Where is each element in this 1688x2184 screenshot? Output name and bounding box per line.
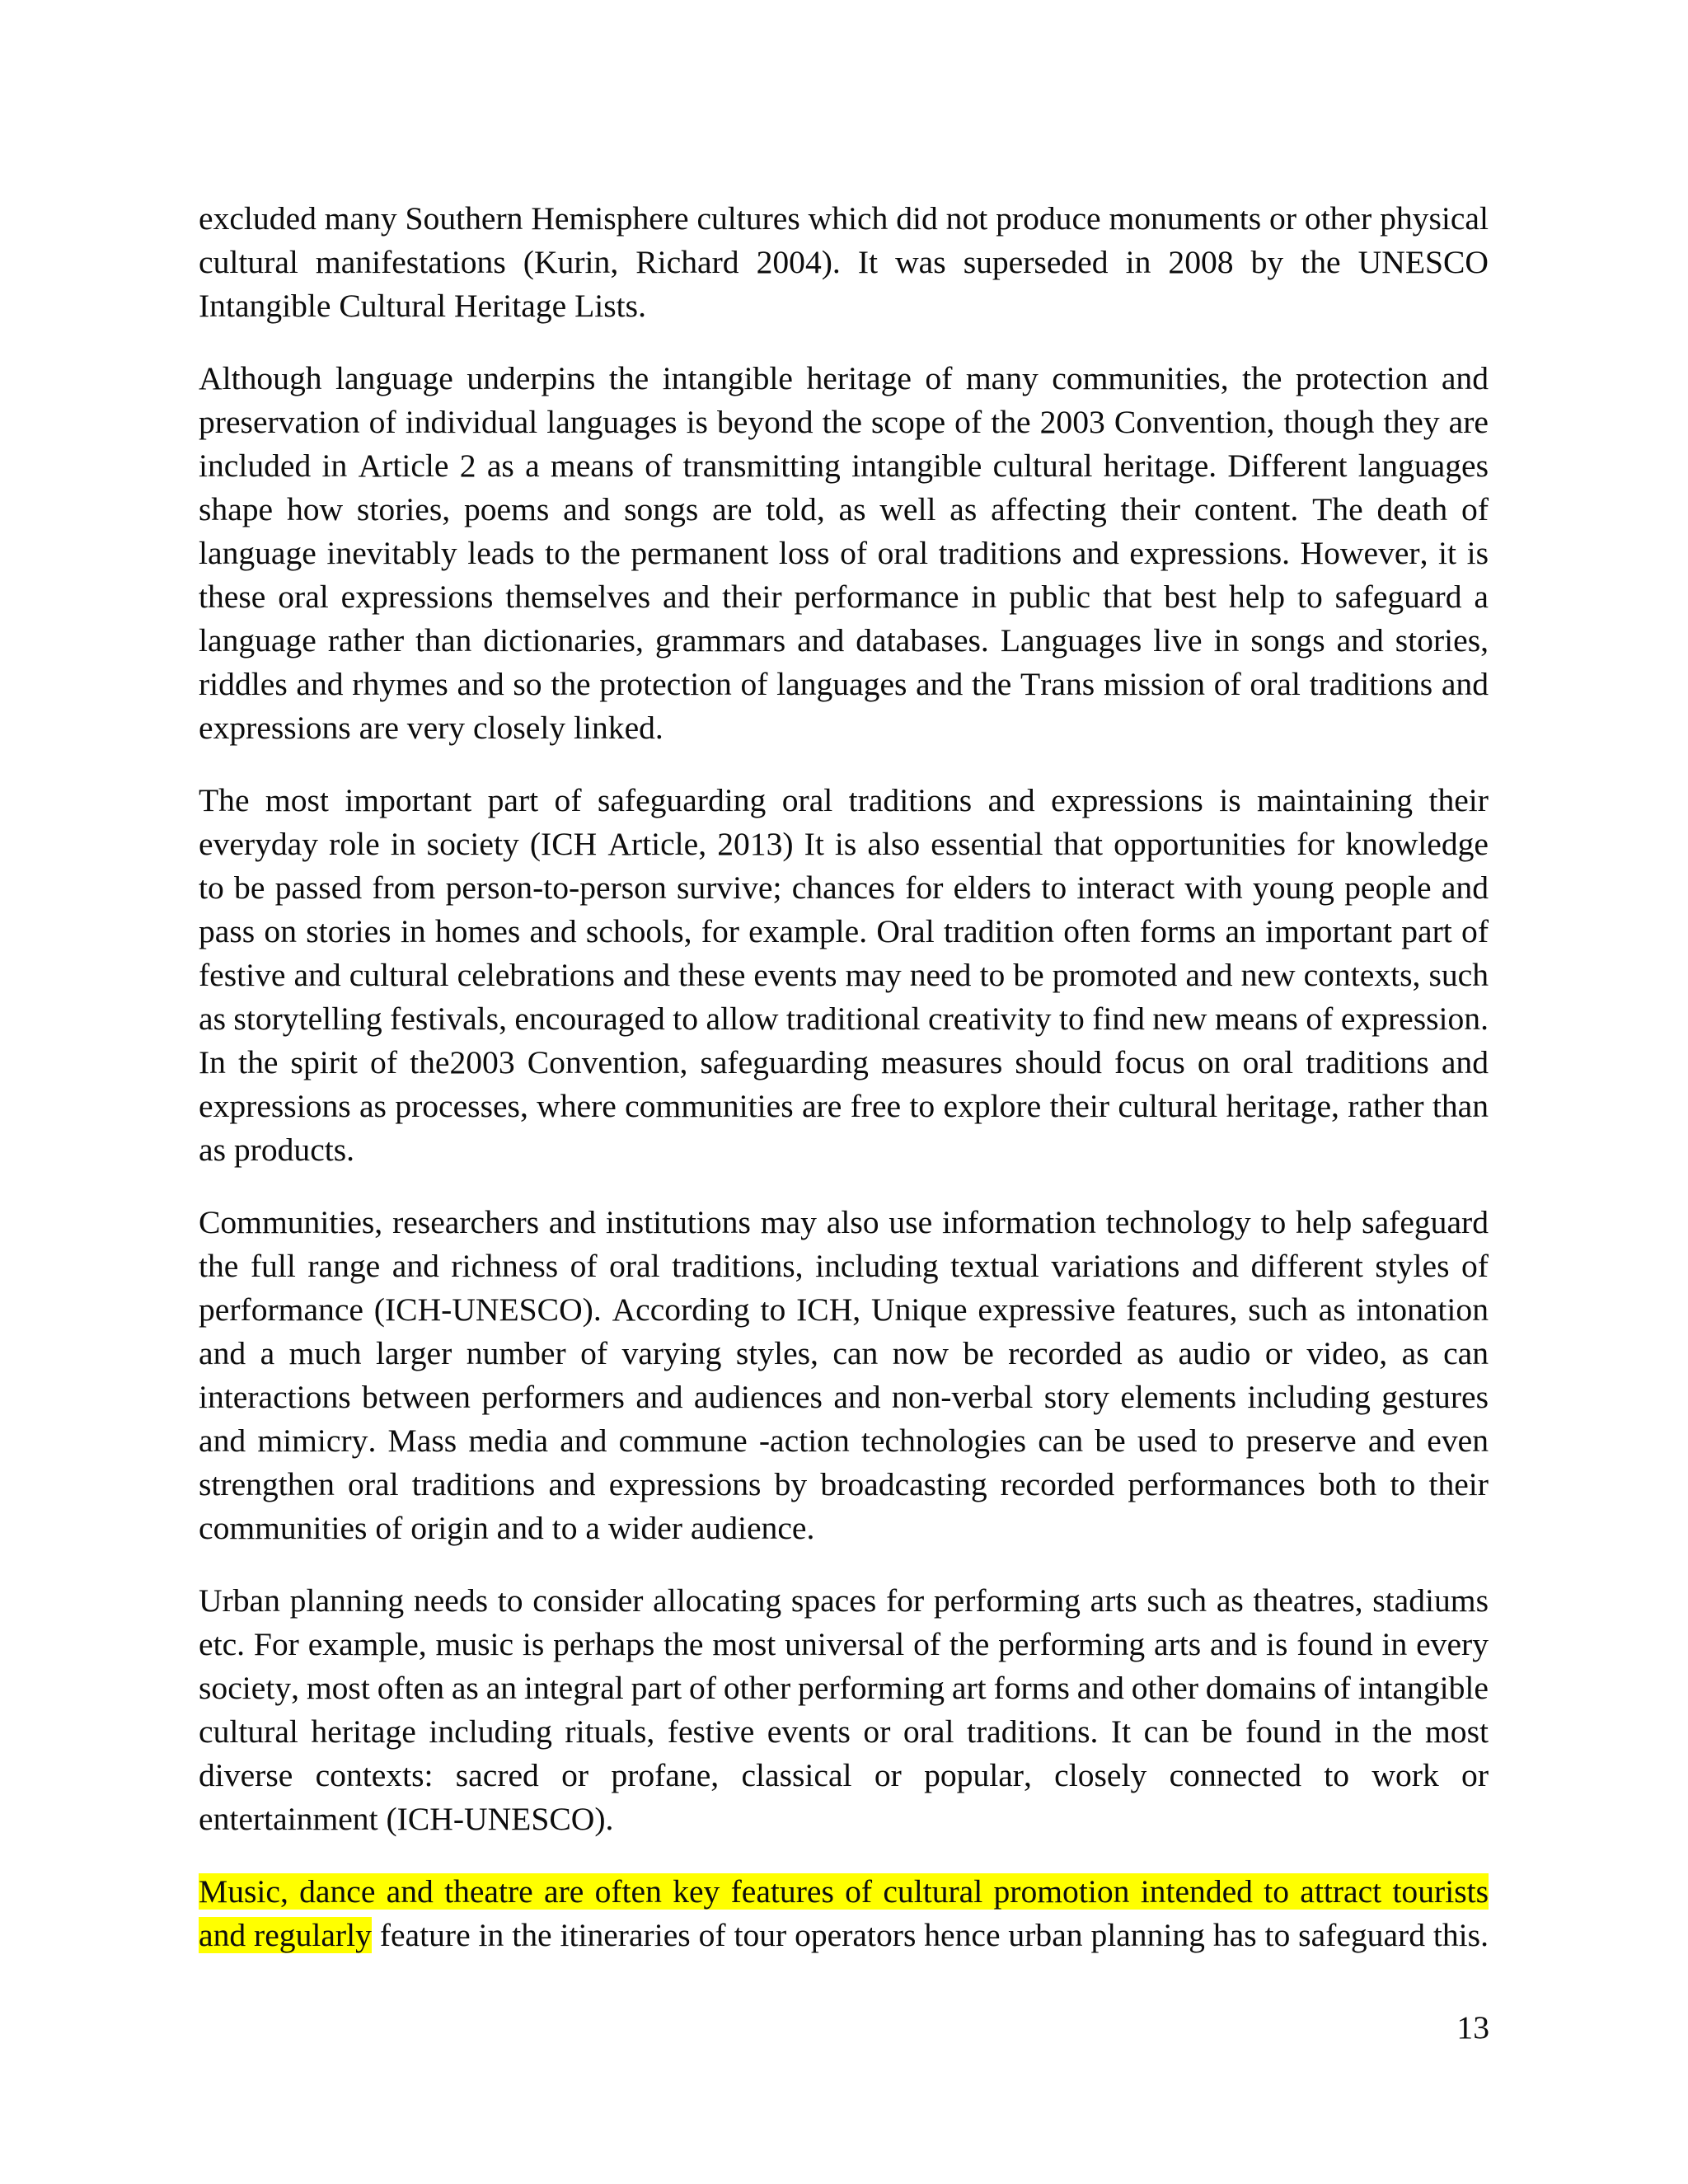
text-line — [199, 1623, 1489, 1666]
line-text: The most important part of safeguarding oral traditions and expressions is maintaining their — [199, 781, 1489, 818]
line-text: interactions between performers and audiences and non-verbal story elements including gestures — [199, 1378, 1489, 1415]
text-line — [199, 488, 1489, 532]
line-text: language inevitably leads to the permanent loss of oral traditions and expressions. However, it is — [199, 534, 1489, 571]
line-text: In the spirit of the2003 Convention, safeguarding measures should focus on oral traditions and — [199, 1043, 1489, 1080]
text-line — [199, 997, 1489, 1041]
line-text: society, most often as an integral part of other performing art forms and other domains of intangible — [199, 1669, 1489, 1706]
line-text: shape how stories, poems and songs are told, as well as affecting their content. The death of — [199, 490, 1489, 527]
text-line — [199, 1041, 1489, 1085]
highlighted-paragraph — [199, 1870, 1489, 1957]
text-line — [199, 1870, 1489, 1914]
line-text: etc. For example, music is perhaps the most universal of the performing arts and is found in every — [199, 1625, 1489, 1662]
text-line — [199, 1797, 1489, 1841]
text-line — [199, 1754, 1489, 1797]
text-line — [199, 357, 1489, 401]
page-number: 13 — [1456, 2009, 1489, 2046]
text-line — [199, 1376, 1489, 1419]
line-text: performance (ICH-UNESCO). According to ICH, Unique expressive features, such as intonation — [199, 1291, 1489, 1328]
line-text: Urban planning needs to consider allocating spaces for performing arts such as theatres, stadiums — [199, 1582, 1489, 1619]
line-text — [199, 1873, 1489, 1910]
text-line — [199, 1419, 1489, 1463]
paragraph — [199, 357, 1489, 750]
line-text: to be passed from person-to-person survive; chances for elders to interact with young people and — [199, 869, 1489, 906]
paragraph — [199, 1579, 1489, 1841]
line-text: and mimicry. Mass media and commune -action technologies can be used to preserve and even — [199, 1422, 1489, 1459]
line-text: cultural manifestations (Kurin, Richard 2004). It was superseded in 2008 by the UNESCO — [199, 244, 1489, 281]
text-line — [199, 1507, 1489, 1550]
line-text: excluded many Southern Hemisphere cultures which did not produce monuments or other physical — [199, 200, 1489, 237]
text-line — [199, 823, 1489, 866]
paragraph — [199, 1201, 1489, 1550]
paragraph — [199, 779, 1489, 1172]
line-text: entertainment (ICH-UNESCO). — [199, 1800, 614, 1837]
text-line — [199, 619, 1489, 663]
highlighted-text: Music, dance and theatre are often key features of cultural promotion intended to attract tourists — [199, 1872, 1489, 1910]
paragraph — [199, 197, 1489, 328]
line-text: the full range and richness of oral traditions, including textual variations and different styles of — [199, 1247, 1489, 1284]
line-text: and a much larger number of varying styles, can now be recorded as audio or video, as can — [199, 1334, 1489, 1371]
text-line — [199, 1244, 1489, 1288]
text-line — [199, 1579, 1489, 1623]
line-text: diverse contexts: sacred or profane, classical or popular, closely connected to work or — [199, 1756, 1489, 1793]
line-text: communities of origin and to a wider audience. — [199, 1509, 815, 1546]
text-line — [199, 910, 1489, 954]
text-line — [199, 866, 1489, 910]
text-line — [199, 1666, 1489, 1710]
line-text: pass on stories in homes and schools, for example. Oral tradition often forms an important part of — [199, 912, 1489, 949]
text-line — [199, 197, 1489, 241]
text-line — [199, 1201, 1489, 1244]
text-line — [199, 1128, 1489, 1172]
text-line — [199, 954, 1489, 997]
text-line — [199, 532, 1489, 575]
line-text: language rather than dictionaries, grammars and databases. Languages live in songs and stories, — [199, 621, 1489, 658]
text-line — [199, 779, 1489, 823]
line-text: as products. — [199, 1131, 355, 1168]
line-text: festive and cultural celebrations and these events may need to be promoted and new contexts, such — [199, 956, 1489, 993]
text-line — [199, 284, 1489, 328]
text-line — [199, 1914, 1489, 1957]
text-line — [199, 575, 1489, 619]
text-line — [199, 1288, 1489, 1332]
line-text: included in Article 2 as a means of transmitting intangible cultural heritage. Different languages — [199, 447, 1489, 484]
line-text: Although language underpins the intangible heritage of many communities, the protection and — [199, 359, 1489, 396]
body-text — [199, 197, 1489, 1985]
line-text: Intangible Cultural Heritage Lists. — [199, 288, 646, 325]
line-text: everyday role in society (ICH Article, 2013) It is also essential that opportunities for knowledge — [199, 825, 1489, 862]
line-text — [199, 1917, 1489, 1953]
text-line — [199, 1463, 1489, 1507]
plain-text: feature in the itineraries of tour operators hence urban planning has to safeguard this. — [371, 1916, 1489, 1953]
text-line — [199, 663, 1489, 706]
line-text: preservation of individual languages is beyond the scope of the 2003 Convention, though they are — [199, 403, 1489, 440]
highlighted-text: and regularly — [199, 1916, 372, 1953]
text-line — [199, 401, 1489, 444]
line-text: Communities, researchers and institutions may also use information technology to help safeguard — [199, 1203, 1489, 1240]
line-text: expressions are very closely linked. — [199, 709, 663, 746]
text-line — [199, 1085, 1489, 1128]
text-line — [199, 1332, 1489, 1376]
line-text: as storytelling festivals, encouraged to allow traditional creativity to find new means of expression. — [199, 1000, 1489, 1037]
text-line — [199, 444, 1489, 488]
line-text: cultural heritage including rituals, festive events or oral traditions. It can be found in the most — [199, 1713, 1489, 1750]
text-line — [199, 1710, 1489, 1754]
line-text: these oral expressions themselves and their performance in public that best help to safeguard a — [199, 578, 1489, 615]
text-line — [199, 241, 1489, 284]
line-text: strengthen oral traditions and expressions by broadcasting recorded performances both to their — [199, 1465, 1489, 1502]
line-text: expressions as processes, where communities are free to explore their cultural heritage, rather than — [199, 1087, 1489, 1124]
text-line — [199, 706, 1489, 750]
line-text: riddles and rhymes and so the protection of languages and the Trans mission of oral traditions and — [199, 665, 1489, 702]
